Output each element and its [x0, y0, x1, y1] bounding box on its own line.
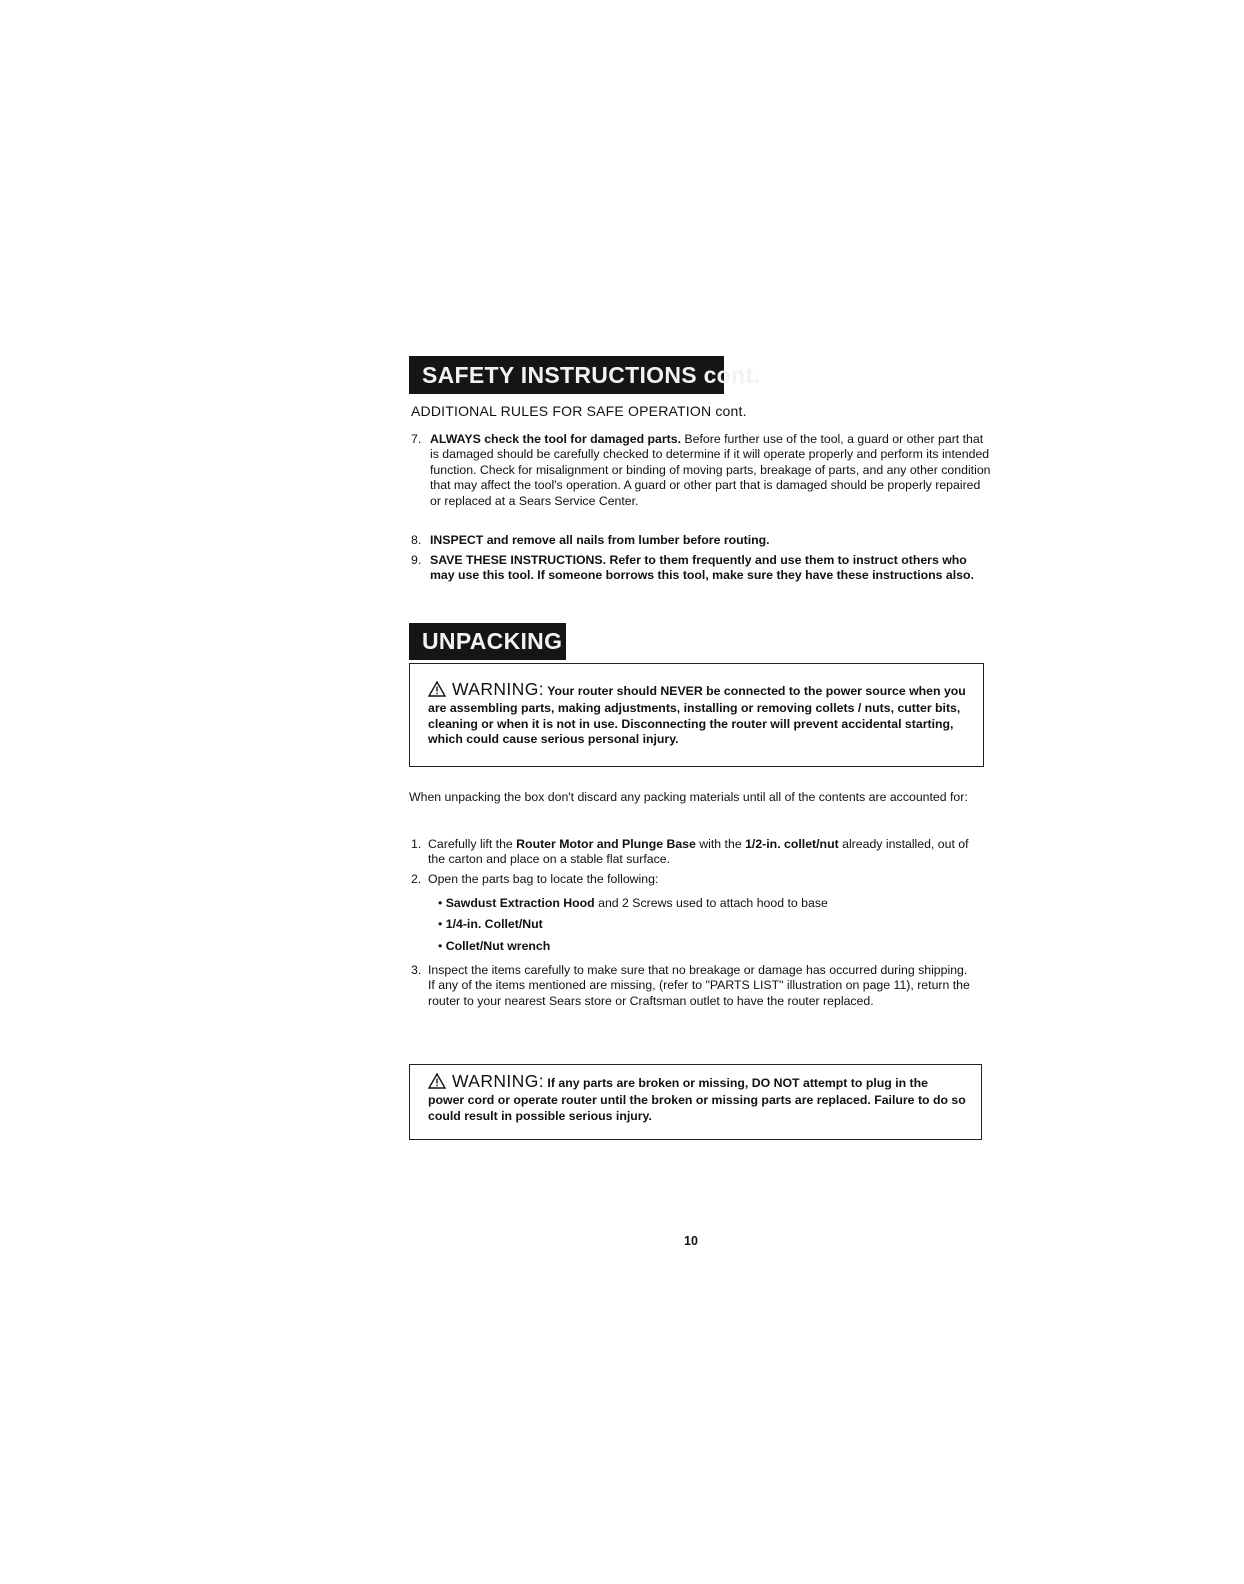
warning-box-missing-parts	[409, 1064, 982, 1140]
safety-item-number: 7.	[411, 432, 422, 446]
section-banner-safety-instructions: SAFETY INSTRUCTIONS cont.	[409, 356, 724, 394]
safety-item-number: 8.	[411, 533, 422, 547]
page-number: 10	[684, 1234, 698, 1248]
warning-triangle-icon	[428, 681, 446, 701]
safety-item-lead: INSPECT and remove all nails from lumber before routing.	[430, 533, 770, 547]
bullet-icon: •	[438, 939, 443, 953]
step-text: already installed, out of the carton and place on a stable flat surface.	[428, 837, 969, 867]
step-text: Carefully lift the	[428, 837, 517, 851]
step-bold-collet: 1/2-in. collet/nut	[745, 837, 839, 851]
bullet-icon: •	[438, 896, 443, 910]
bullet-icon: •	[438, 917, 443, 931]
warning-triangle-icon	[428, 1073, 446, 1093]
step-text: Inspect the items carefully to make sure that no breakage or damage has occurred during shipping. If any of the items mentioned are missing, (refer to "PARTS LIST" illustration on page 11), return the router to your nearest Sears store or Craftsman outlet to have the router replaced.	[428, 963, 970, 1008]
step-bold-router-motor: Router Motor and Plunge Base	[516, 837, 696, 851]
warning-text: Your router should NEVER be connected to the power source when you are assembling parts, making adjustments, installing or removing collets / nuts, cutter bits, cleaning or when it is not in use. Disconnecting the router will prevent accidental starting, which could cause serious personal injury.	[428, 684, 966, 747]
safety-item-lead: SAVE THESE INSTRUCTIONS. Refer to them frequently and use them to instruct others who may use this tool. If someone borrows this tool, make sure they have these instructions also.	[430, 553, 974, 583]
unpacking-step-3	[411, 963, 971, 1009]
warning-label: WARNING:	[452, 1071, 544, 1091]
bullet-bold: Collet/Nut wrench	[445, 939, 551, 953]
safety-item-8	[411, 533, 993, 548]
section-banner-unpacking: UNPACKING	[409, 623, 566, 660]
safety-item-9	[411, 553, 993, 584]
safety-item-lead: ALWAYS check the tool for damaged parts.	[430, 432, 682, 446]
safety-item-number: 9.	[411, 553, 422, 567]
bullet-bold: 1/4-in. Collet/Nut	[445, 917, 543, 931]
step-text: with the	[695, 837, 746, 851]
step-text: Open the parts bag to locate the following:	[428, 872, 659, 886]
unpacking-step-1	[411, 837, 971, 868]
warning-box-disconnect	[409, 663, 984, 767]
bullet-bold: Sawdust Extraction Hood	[445, 896, 595, 910]
step-number: 1.	[411, 837, 422, 851]
unpacking-intro: When unpacking the box don't discard any packing materials until all of the contents are accounted for:	[409, 790, 968, 804]
safety-item-7	[411, 432, 993, 509]
warning-text: If any parts are broken or missing, DO NOT attempt to plug in the power cord or operate router until the broken or missing parts are replaced. Failure to do so could result in possible serious injury.	[428, 1076, 966, 1123]
step-number: 3.	[411, 963, 422, 977]
unpacking-step-2	[411, 872, 971, 887]
bullet-text: and 2 Screws used to attach hood to base	[594, 896, 828, 910]
warning-label: WARNING:	[452, 679, 544, 699]
safety-item-text: Before further use of the tool, a guard or other part that is damaged should be carefully checked to determine if it will operate properly and perform its intended function. Check for misalignment or binding of moving parts, breakage of parts, and any other condition that may affect the tool's operation. A guard or other part that is damaged should be properly repaired or replaced at a Sears Service Center.	[430, 432, 991, 508]
parts-bullet-hood	[438, 896, 828, 910]
step-number: 2.	[411, 872, 422, 886]
parts-bullet-wrench	[438, 939, 550, 953]
additional-rules-heading: ADDITIONAL RULES FOR SAFE OPERATION cont.	[411, 403, 747, 419]
parts-bullet-collet	[438, 917, 543, 931]
